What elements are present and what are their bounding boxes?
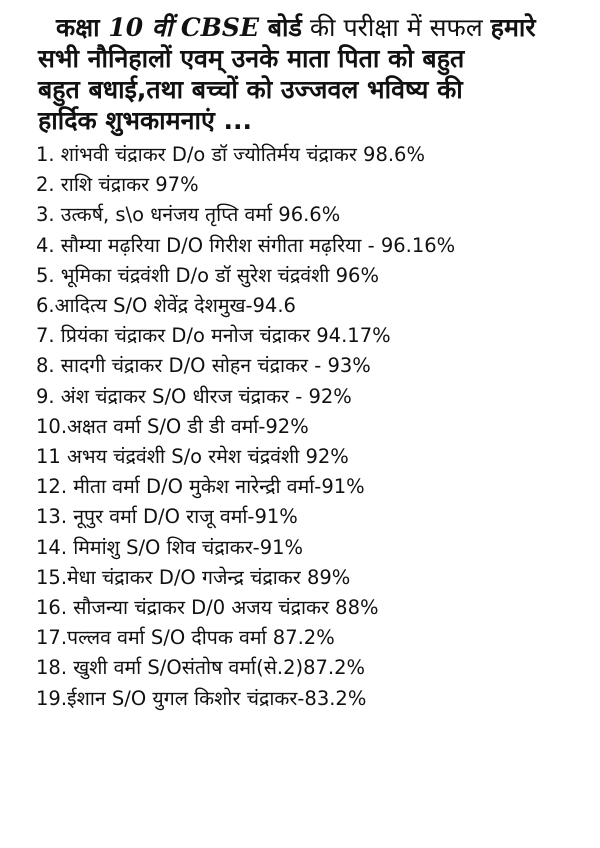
result-item: 3. उत्कर्ष, s\o धनंजय तृप्ति वर्मा 96.6% [36, 203, 341, 227]
result-item: 1. शांभवी चंद्राकर D/o डॉ ज्योतिर्मय चंद्राकर 98.6% [36, 143, 425, 166]
heading-end: हमारे [490, 13, 536, 42]
heading-line-2: सभी नौनिहालों एवम् उनके माता पिता को बहुत [38, 44, 465, 73]
result-item: 14. मिमांशु S/O शिव चंद्राकर-91% [36, 535, 304, 559]
heading-board-word: बोर्ड [259, 13, 302, 42]
result-item: 15.मेधा चंद्राकर D/O गजेन्द्र चंद्राकर 89% [36, 565, 351, 589]
congratulations-heading [20, 12, 580, 136]
heading-line-1 [38, 12, 580, 43]
heading-class-board: 10 वीं CBSE [108, 13, 260, 42]
results-list [20, 140, 580, 714]
result-item: 5. भूमिका चंद्रवंशी D/o डॉ सुरेश चंद्रवंशी 96% [36, 263, 379, 287]
heading-line-3: बहुत बधाई,तथा बच्चों को उज्जवल भविष्य की [38, 75, 463, 104]
heading-middle: की परीक्षा में सफल [301, 13, 491, 42]
result-item: 6.आदित्य S/O शेवेंद्र देशमुख-94.6 [36, 294, 296, 318]
result-item: 2. राशि चंद्राकर 97% [36, 173, 199, 197]
result-item: 16. सौजन्या चंद्राकर D/0 अजय चंद्राकर 88% [36, 596, 379, 620]
result-item: 7. प्रियंका चंद्राकर D/o मनोज चंद्राकर 94.17% [36, 324, 391, 348]
result-item: 9. अंश चंद्राकर S/O धीरज चंद्राकर - 92% [36, 384, 352, 408]
result-item: 19.ईशान S/O युगल किशोर चंद्राकर-83.2% [36, 686, 367, 710]
result-item: 10.अक्षत वर्मा S/O डी डी वर्मा-92% [36, 414, 309, 438]
result-item: 12. मीता वर्मा D/O मुकेश नारेन्द्री वर्मा-91% [36, 475, 365, 499]
result-item: 18. खुशी वर्मा S/Oसंतोष वर्मा(से.2)87.2% [36, 656, 366, 680]
result-item: 8. सादगी चंद्राकर D/O सोहन चंद्राकर - 93% [36, 354, 371, 378]
heading-prefix: कक्षा [56, 13, 109, 42]
result-item: 17.पल्लव वर्मा S/O दीपक वर्मा 87.2% [36, 626, 335, 650]
result-item: 4. सौम्या मढ़रिया D/O गिरीश संगीता मढ़रिया - 96.16% [36, 233, 456, 257]
result-item: 11 अभय चंद्रवंशी S/o रमेश चंद्रवंशी 92% [36, 445, 349, 469]
result-item: 13. नूपुर वर्मा D/O राजू वर्मा-91% [36, 505, 298, 529]
heading-line-4: हार्दिक शुभकामनाएं ... [38, 106, 252, 135]
